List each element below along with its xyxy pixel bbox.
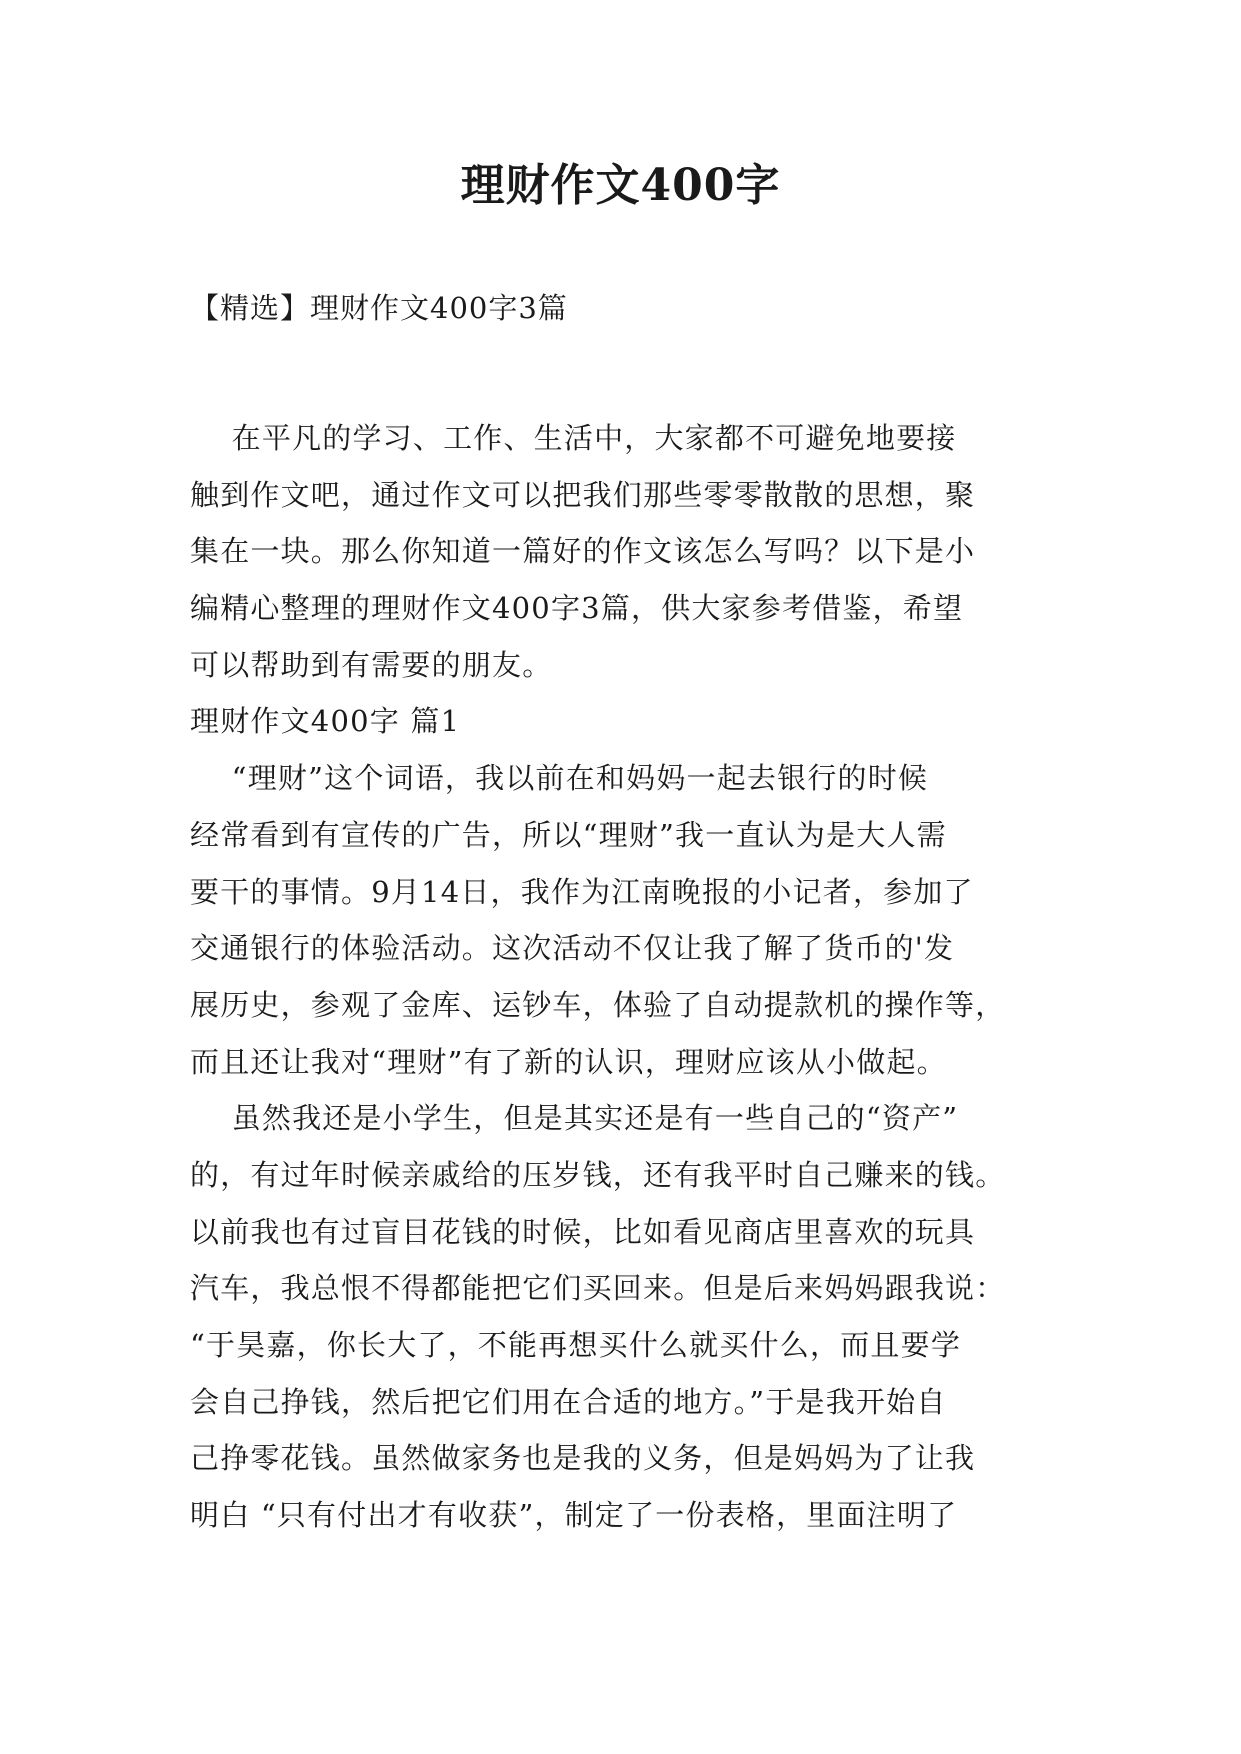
body-line: “于昊嘉，你长大了，不能再想买什么就买什么，而且要学 [190,1328,962,1362]
body-line: 展历史，参观了金库、运钞车，体验了自动提款机的操作等， [190,987,1006,1022]
document-subtitle: 【精选】理财作文400字3篇 [190,291,568,325]
body-line: 集在一块。那么你知道一篇好的作文该怎么写吗？以下是小 [190,534,976,569]
body-line: 交通银行的体验活动。这次活动不仅让我了解了货币的'发 [190,931,955,966]
body-line: 己挣零花钱。虽然做家务也是我的义务，但是妈妈为了让我 [190,1441,976,1476]
body-line: “理财”这个词语，我以前在和妈妈一起去银行的时候 [190,761,929,796]
body-line: 而且还让我对“理财”有了新的认识，理财应该从小做起。 [190,1044,947,1079]
body-line: 编精心整理的理财作文400字3篇，供大家参考借鉴，希望 [190,591,964,626]
body-line: 要干的事情。9月14日，我作为江南晚报的小记者，参加了 [190,874,974,909]
body-line: 以前我也有过盲目花钱的时候，比如看见商店里喜欢的玩具 [190,1214,976,1249]
body-line: 汽车，我总恨不得都能把它们买回来。但是后来妈妈跟我说： [190,1271,1006,1306]
body-line: 会自己挣钱，然后把它们用在合适的地方。”于是我开始自 [190,1384,947,1419]
body-line: 虽然我还是小学生，但是其实还是有一些自己的“资产” [190,1101,959,1136]
document-body [190,410,1060,1544]
section-heading: 理财作文400字 篇1 [190,704,461,739]
body-line: 在平凡的学习、工作、生活中，大家都不可避免地要接 [190,421,957,455]
body-line: 经常看到有宣传的广告，所以“理财”我一直认为是大人需 [190,817,947,852]
body-line: 可以帮助到有需要的朋友。 [190,647,553,682]
body-line: 明白 “只有付出才有收获”，制定了一份表格，里面注明了 [190,1498,958,1533]
body-line: 触到作文吧，通过作文可以把我们那些零零散散的思想，聚 [190,477,976,512]
body-line: 的，有过年时候亲戚给的压岁钱，还有我平时自己赚来的钱。 [190,1157,1006,1192]
document-title: 理财作文400字 [460,160,781,211]
